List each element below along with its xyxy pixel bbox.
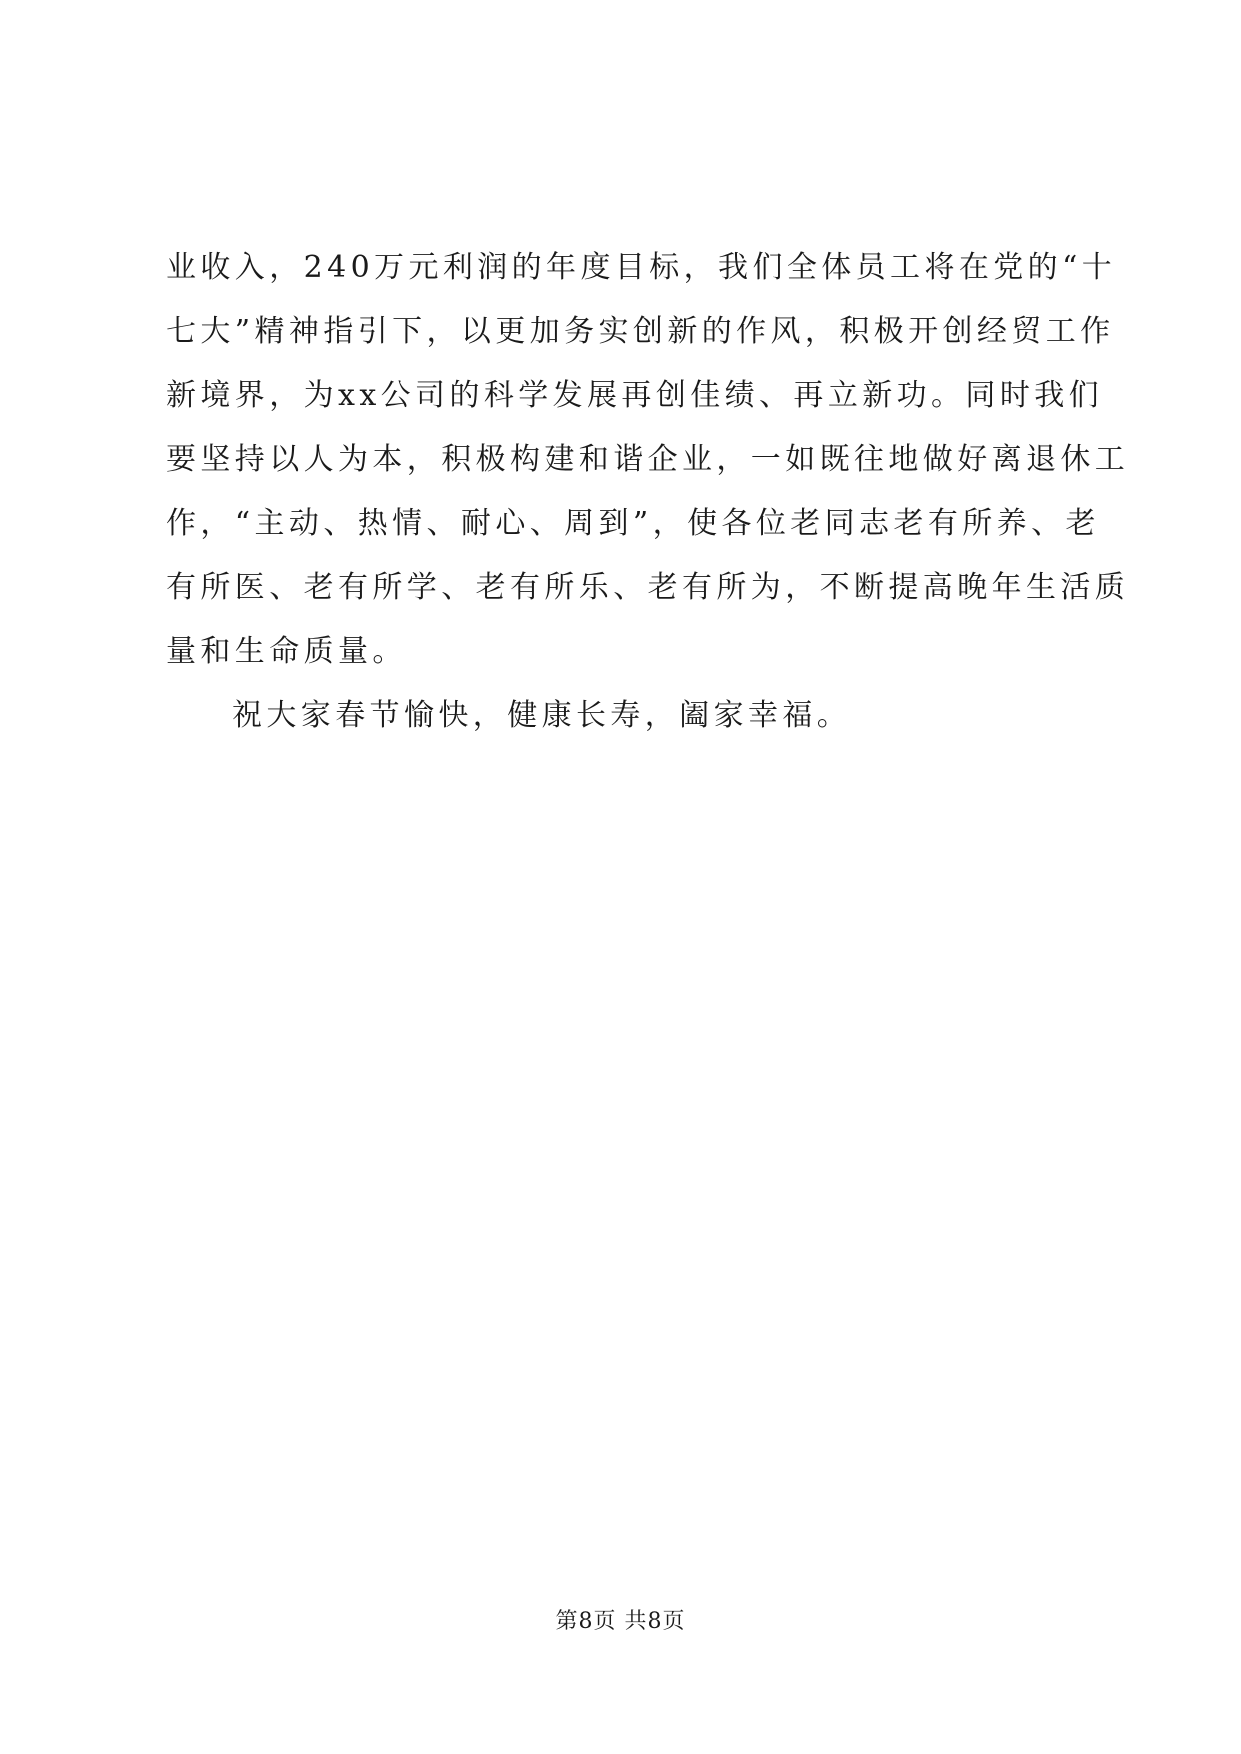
document-body <box>166 236 1130 748</box>
paragraph-1 <box>166 236 1130 684</box>
text-line: 作，“主动、热情、耐心、周到”，使各位老同志老有所养、老 <box>166 506 1100 541</box>
text-line: 业收入，240万元利润的年度目标，我们全体员工将在党的“十 <box>166 250 1117 285</box>
page-number-footer: 第8页 共8页 <box>555 1609 686 1634</box>
text-line: 要坚持以人为本，积极构建和谐企业，一如既往地做好离退休工 <box>166 442 1130 477</box>
text-line: 有所医、老有所学、老有所乐、老有所为，不断提高晚年生活质 <box>166 570 1130 605</box>
paragraph-2 <box>166 684 1076 748</box>
text-line: 量和生命质量。 <box>166 634 407 669</box>
text-line: 新境界，为xx公司的科学发展再创佳绩、再立新功。同时我们 <box>166 378 1104 413</box>
closing-greeting: 祝大家春节愉快，健康长寿，阖家幸福。 <box>232 698 852 733</box>
text-line: 七大”精神指引下，以更加务实创新的作风，积极开创经贸工作 <box>166 314 1115 349</box>
